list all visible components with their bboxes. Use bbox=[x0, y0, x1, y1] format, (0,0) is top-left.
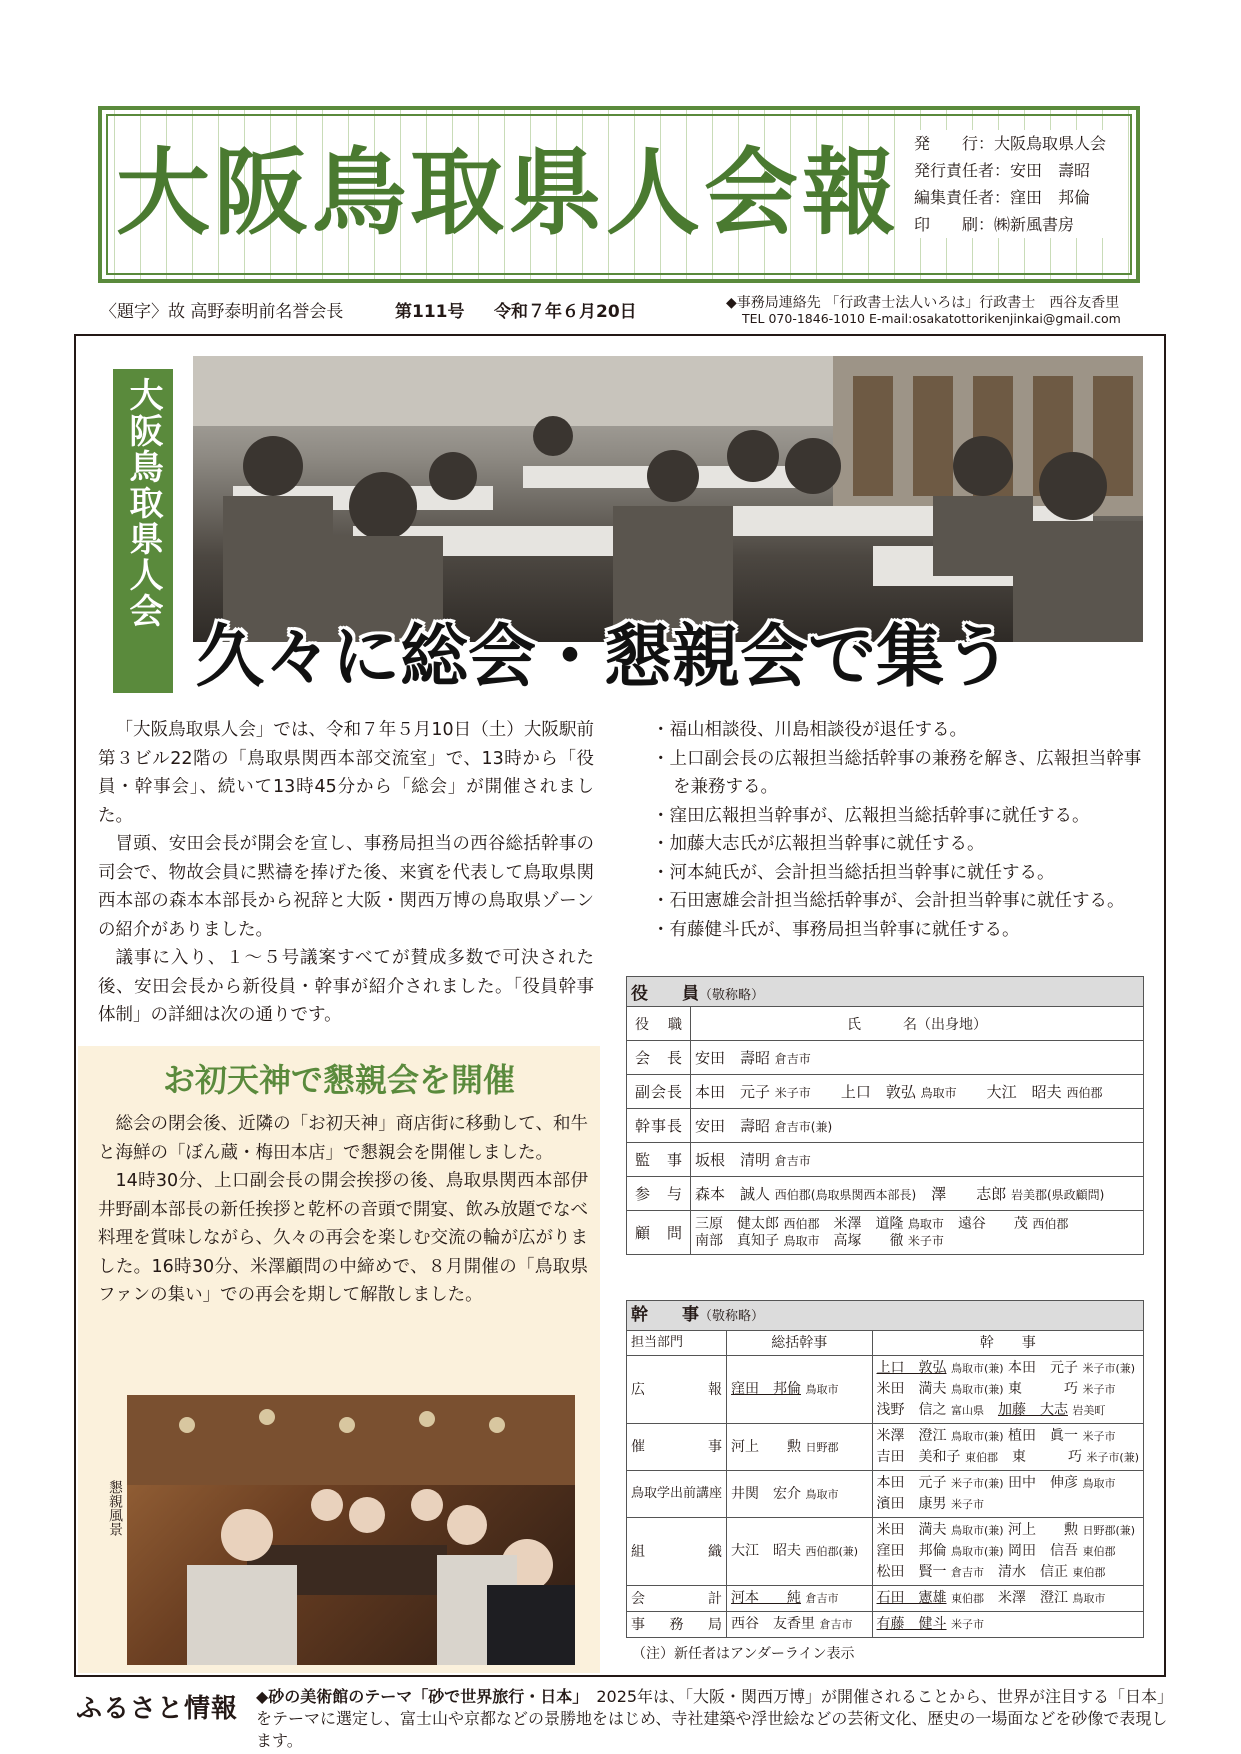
officer-names: 森本 誠人 西伯郡(鳥取県関西本部長) 澤 志郎 岩美郡(県政顧問) bbox=[691, 1177, 1144, 1211]
officer-names: 三原 健太郎 西伯郡 米澤 道隆 鳥取市 遠谷 茂 西伯郡 南部 真知子 鳥取市 高塚 徹 米子市 bbox=[691, 1211, 1144, 1255]
col-dept: 担当部門 bbox=[627, 1331, 727, 1356]
vertical-title bbox=[113, 369, 173, 693]
table-row bbox=[627, 1041, 1144, 1075]
officer-role: 副会長 bbox=[627, 1075, 691, 1109]
change-item: ・窪田広報担当幹事が、広報担当総括幹事に就任する。 bbox=[652, 805, 1090, 826]
table-row bbox=[627, 1109, 1144, 1143]
table-row bbox=[627, 1612, 1144, 1638]
party-photo bbox=[127, 1395, 575, 1665]
change-item: ・上口副会長の広報担当総括幹事の兼務を解き、広報担当幹事を兼務する。 bbox=[652, 748, 1142, 797]
article-paragraph: 「大阪鳥取県人会」では、令和７年５月10日（土）大阪駅前第３ビル22階の「鳥取県関西本部交流室」で、13時から「役員・幹事会」、続いて13時45分から「総会」が開催されました。 bbox=[98, 720, 594, 826]
table-row bbox=[627, 1471, 1144, 1518]
officers-honorific: （敬称略） bbox=[699, 988, 765, 1003]
staff-dept: 広報 bbox=[627, 1356, 727, 1424]
printer: 印 刷：㈱新風書房 bbox=[914, 215, 1075, 234]
table-row bbox=[627, 1177, 1144, 1211]
officer-names: 安田 壽昭 倉吉市(兼) bbox=[691, 1109, 1144, 1143]
change-item: ・有藤健斗氏が、事務局担当幹事に就任する。 bbox=[652, 919, 1020, 940]
col-chief: 総括幹事 bbox=[727, 1331, 872, 1356]
staff-dept: 組織 bbox=[627, 1518, 727, 1586]
staff-members: 本田 元子 米子市(兼) 田中 伸彦 鳥取市 濱田 康男 米子市 bbox=[872, 1471, 1144, 1518]
staff-heading-text: 幹 事 bbox=[631, 1304, 699, 1325]
furusato-body: 2025年は、「大阪・関西万博」が開催されることから、世界が注目する「日本」をテーマに選定し、富士山や京都などの景勝地をはじめ、寺社建築や浮世絵などの芸術文化、歴史の一場面などを砂像で表現します。 bbox=[256, 1687, 1168, 1750]
article-paragraph: 冒頭、安田会長が開会を宣し、事務局担当の西谷総括幹事の司会で、物故会員に黙禱を捧げた後、来賓を代表して鳥取県関西本部の森本本部長から祝辞と大阪・関西万博の鳥取県ゾーンの紹介がありました。 bbox=[98, 834, 594, 940]
staff-chief: 大江 昭夫 西伯郡(兼) bbox=[727, 1518, 872, 1586]
staff-chief: 窪田 邦倫 鳥取市 bbox=[727, 1356, 872, 1424]
officer-role: 監事 bbox=[627, 1143, 691, 1177]
event-title: お初天神で懇親会を開催 bbox=[162, 1061, 515, 1099]
table-row bbox=[627, 1143, 1144, 1177]
staff-chief: 河本 純 倉吉市 bbox=[727, 1586, 872, 1612]
party-photo-illustration bbox=[127, 1395, 575, 1665]
change-item: ・石田憲雄会計担当総括幹事が、会計担当幹事に就任する。 bbox=[652, 891, 1125, 911]
issue-number: 第111号 bbox=[395, 302, 465, 322]
event-paragraph: 14時30分、上口副会長の開会挨拶の後、鳥取県関西本部伊井野副本部長の新任挨拶と乾杯の音頭で開宴、飲み放題でなべ料理を賞味しながら、久々の再会を楽しむ交流の輪が広がりました。16時30分、米澤顧問の中締めで、８月開催の「鳥取県ファンの集い」での再会を期して解散しました。 bbox=[98, 1171, 588, 1305]
staff-chief: 井関 宏介 鳥取市 bbox=[727, 1471, 872, 1518]
contact-info: ◆事務局連絡先 「行政書士法人いろは」行政書士 西谷友香里 bbox=[726, 295, 1120, 311]
table-row bbox=[627, 1356, 1144, 1424]
staff-members: 石田 憲雄 東伯郡 米澤 澄江 鳥取市 bbox=[872, 1586, 1144, 1612]
col-name: 氏 名（出身地） bbox=[691, 1007, 1144, 1041]
furusato-label: ふるさと情報 bbox=[76, 1694, 239, 1724]
vertical-title-text: 大阪鳥取県人会 bbox=[123, 377, 163, 629]
staff-honorific: （敬称略） bbox=[699, 1308, 765, 1324]
article-body bbox=[98, 716, 594, 1030]
publication-info bbox=[906, 130, 1128, 238]
officer-role: 顧問 bbox=[627, 1211, 691, 1255]
furusato-topic: ◆砂の美術館のテーマ「砂で世界旅行・日本」 bbox=[256, 1687, 581, 1706]
officers-heading bbox=[627, 977, 1144, 1007]
article-paragraph: 議事に入り、１～５号議案すべてが賛成多数で可決された後、安田会長から新役員・幹事が紹介されました。「役員幹事体制」の詳細は次の通りです。 bbox=[98, 948, 594, 1025]
meeting-photo-illustration bbox=[193, 356, 1143, 642]
officer-role: 参与 bbox=[627, 1177, 691, 1211]
staff-members: 有藤 健斗 米子市 bbox=[872, 1612, 1144, 1638]
change-item: ・河本純氏が、会計担当総括担当幹事に就任する。 bbox=[652, 862, 1055, 883]
officer-names: 安田 壽昭 倉吉市 bbox=[691, 1041, 1144, 1075]
masthead bbox=[98, 106, 1140, 283]
officers-table bbox=[626, 976, 1144, 1255]
change-item: ・福山相談役、川島相談役が退任する。 bbox=[652, 720, 967, 740]
staff-members: 上口 敦弘 鳥取市(兼) 本田 元子 米子市(兼) 米田 満夫 鳥取市(兼) 東 巧 米子市 浅野 信之 富山県 加藤 大志 岩美町 bbox=[872, 1356, 1144, 1424]
officer-role: 会長 bbox=[627, 1041, 691, 1075]
issue-date: 令和７年６月20日 bbox=[494, 302, 637, 322]
table-row bbox=[627, 1211, 1144, 1255]
issuer: 発行責任者：安田 壽昭 bbox=[914, 161, 1091, 180]
table-note: （注）新任者はアンダーライン表示 bbox=[632, 1646, 855, 1662]
officer-names: 本田 元子 米子市 上口 敦弘 鳥取市 大江 昭夫 西伯郡 bbox=[691, 1075, 1144, 1109]
calligraphy-credit: 〈題字〉故 高野泰明前名誉会長 bbox=[100, 302, 344, 322]
event-paragraph: 総会の閉会後、近隣の「お初天神」商店街に移動して、和牛と海鮮の「ぼん蔵・梅田本店」で懇親会を開催しました。 bbox=[98, 1114, 588, 1163]
col-role: 役 職 bbox=[627, 1007, 691, 1041]
change-item: ・加藤大志氏が広報担当幹事に就任する。 bbox=[652, 834, 985, 854]
publisher: 発 行：大阪鳥取県人会 bbox=[914, 134, 1107, 153]
meeting-photo bbox=[193, 356, 1143, 642]
staff-dept: 会計 bbox=[627, 1586, 727, 1612]
photo-caption: 懇親風景 bbox=[107, 1480, 123, 1536]
staff-dept: 催事 bbox=[627, 1424, 727, 1471]
newspaper-title: 大阪鳥取県人会報 bbox=[116, 138, 901, 248]
table-row bbox=[627, 1424, 1144, 1471]
officers-heading-text: 役 員 bbox=[631, 984, 699, 1004]
table-row bbox=[627, 1586, 1144, 1612]
officer-role: 幹事長 bbox=[627, 1109, 691, 1143]
officer-names: 坂根 清明 倉吉市 bbox=[691, 1143, 1144, 1177]
table-row bbox=[627, 1075, 1144, 1109]
staff-table bbox=[626, 1300, 1144, 1638]
table-row bbox=[627, 1518, 1144, 1586]
staff-chief: 西谷 友香里 倉吉市 bbox=[727, 1612, 872, 1638]
event-body bbox=[98, 1110, 588, 1310]
col-members: 幹 事 bbox=[872, 1331, 1144, 1356]
editor: 編集責任者：窪田 邦倫 bbox=[914, 188, 1091, 207]
staff-dept: 事務局 bbox=[627, 1612, 727, 1638]
staff-heading bbox=[627, 1301, 1144, 1331]
staff-chief: 河上 勲 日野郡 bbox=[727, 1424, 872, 1471]
contact-tel: TEL 070-1846-1010 E-mail:osakatottorikenjinkai@gmail.com bbox=[742, 311, 1121, 326]
staff-members: 米田 満夫 鳥取市(兼) 河上 勲 日野郡(兼) 窪田 邦倫 鳥取市(兼) 岡田 信吾 東伯郡 松田 賢一 倉吉市 清水 信正 東伯郡 bbox=[872, 1518, 1144, 1586]
personnel-changes bbox=[652, 716, 1152, 944]
staff-dept: 鳥取学出前講座 bbox=[627, 1471, 727, 1518]
furusato-info bbox=[256, 1686, 1168, 1752]
staff-members: 米澤 澄江 鳥取市(兼) 植田 眞一 米子市 吉田 美和子 東伯郡 東 巧 米子市(兼) bbox=[872, 1424, 1144, 1471]
headline: 久々に総会・懇親会で集う bbox=[196, 617, 1013, 697]
